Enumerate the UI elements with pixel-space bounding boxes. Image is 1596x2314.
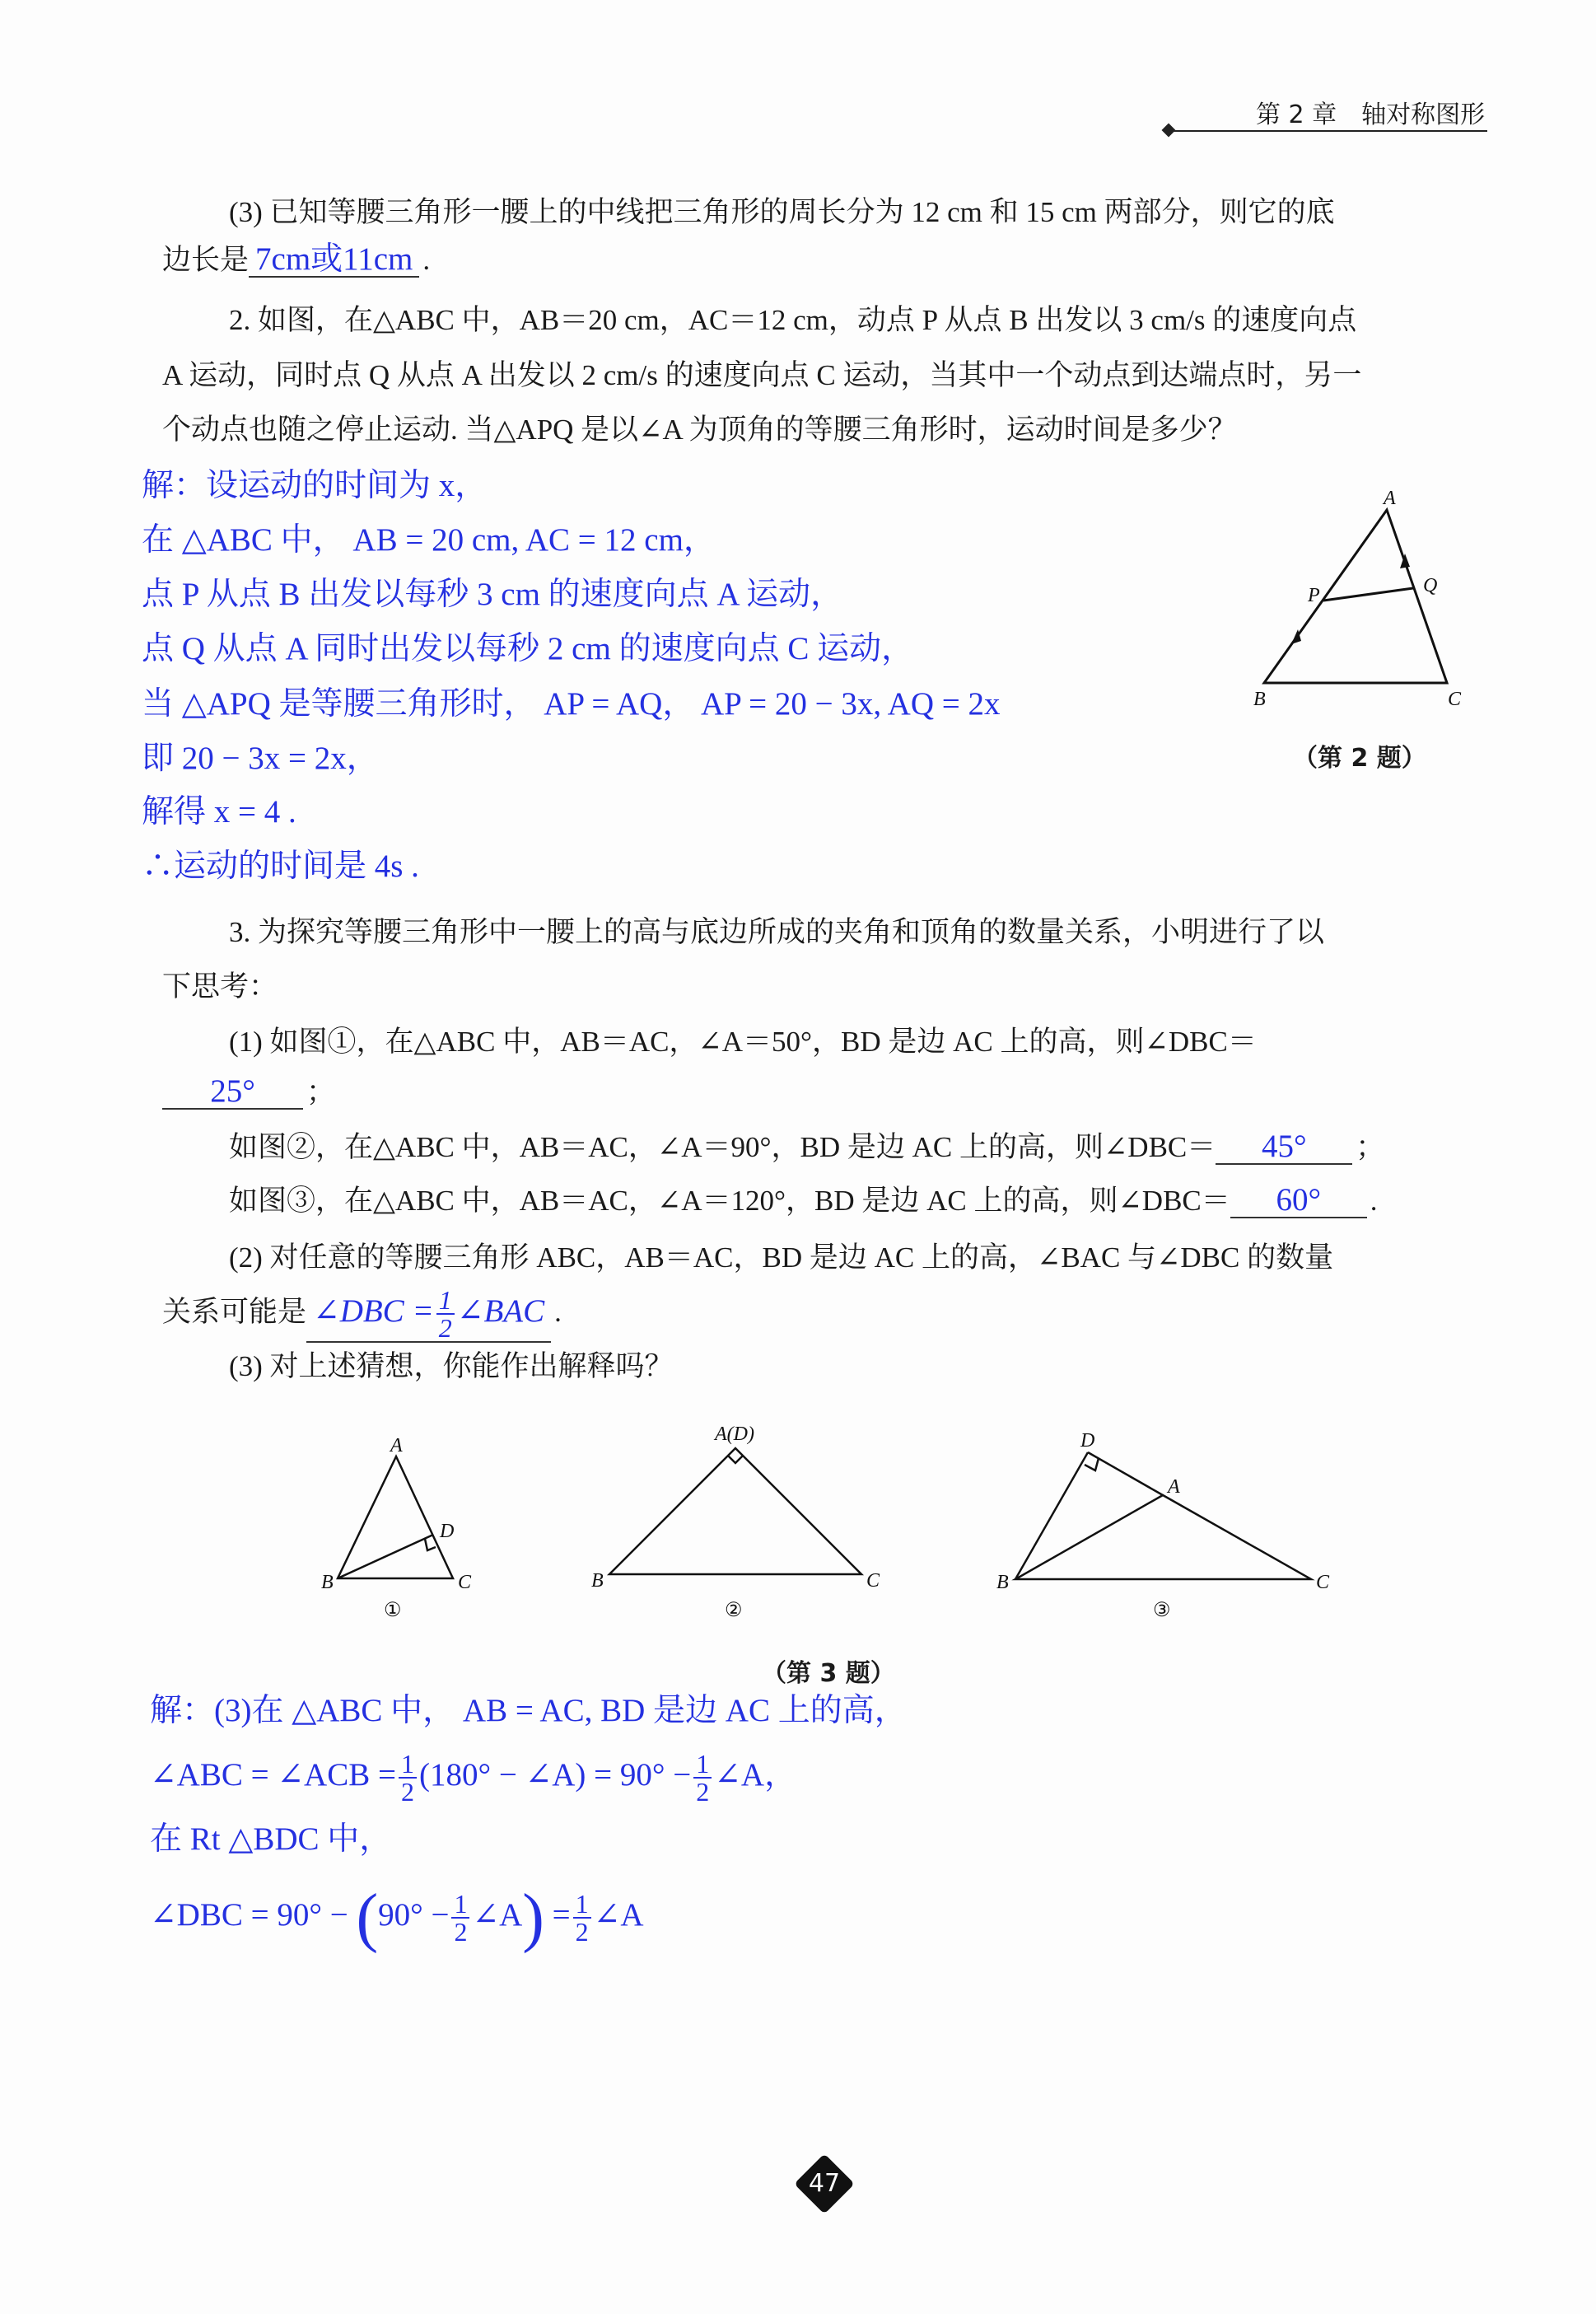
q3-intro: 下思考：: [162, 970, 278, 1003]
label-q: Q: [1423, 575, 1438, 596]
answer-left: ∠DBC =: [313, 1293, 434, 1329]
q1-3-answer: 7cm或11cm: [249, 243, 419, 278]
label: A: [1168, 1476, 1180, 1498]
label: C: [458, 1572, 472, 1593]
figure-q3-caption: （第 3 题）: [762, 1659, 895, 1688]
answer-right: ∠BAC: [456, 1293, 545, 1329]
numerator: 1: [693, 1751, 712, 1779]
q3-p3-text: 如图③，在△ABC 中，AB＝AC，∠A＝120°，BD 是边 AC 上的高，则∠DBC＝: [229, 1185, 1230, 1217]
figure-number: ②: [725, 1600, 743, 1621]
denominator: 2: [400, 1777, 414, 1807]
text: ∠A: [593, 1897, 644, 1933]
text: =: [552, 1897, 571, 1933]
q2-solution-line: 在 △ABC 中， AB = 20 cm, AC = 12 cm，: [142, 522, 716, 558]
figure-q2-caption: （第 2 题）: [1293, 744, 1426, 773]
q3-p2: [229, 1130, 1384, 1165]
q1-3-prefix: 边长是: [162, 244, 250, 276]
numerator: 1: [399, 1751, 417, 1779]
q3-answer-1: 25°: [162, 1075, 303, 1110]
q1-3-suffix: .: [422, 244, 431, 276]
text: ∠A，: [714, 1757, 797, 1793]
numerator: 1: [573, 1891, 591, 1919]
figure-number: ③: [1153, 1600, 1171, 1621]
label: D: [1080, 1430, 1095, 1452]
fraction-half: [399, 1751, 417, 1805]
q3-answer-3: 60°: [1230, 1184, 1367, 1218]
label-b: B: [1253, 689, 1266, 710]
chapter-header: 第 2 章 轴对称图形: [1256, 101, 1486, 129]
label-c: C: [1448, 689, 1462, 710]
label: D: [440, 1521, 455, 1542]
q3-p4b-text: 关系可能是: [162, 1296, 307, 1328]
q2-solution-line: 解得 x = 4 .: [142, 794, 296, 830]
q1-3-line1: (3) 已知等腰三角形一腰上的中线把三角形的周长分为 12 cm 和 15 cm 两部分，则它的底: [229, 196, 1335, 228]
fraction-half: [436, 1285, 455, 1344]
suffix: .: [554, 1296, 562, 1328]
text: ∠ABC = ∠ACB =: [150, 1757, 396, 1793]
page-number: 47: [808, 2169, 841, 2198]
label: A: [390, 1435, 403, 1456]
page-number-badge: [795, 2154, 854, 2213]
text: (180° − ∠A) = 90° −: [418, 1757, 692, 1793]
fraction-half: [451, 1891, 469, 1945]
denominator: 2: [575, 1917, 589, 1947]
q3-p5: (3) 对上述猜想，你能作出解释吗？: [229, 1350, 674, 1382]
text: ∠DBC = 90° −: [150, 1897, 348, 1933]
fraction-half: [693, 1751, 712, 1805]
label-p: P: [1308, 585, 1320, 606]
q2-solution-line: 当 △APQ 是等腰三角形时， AP = AQ， AP = 20 − 3x, AQ = 2x: [142, 686, 1001, 722]
label: C: [866, 1570, 880, 1592]
right-paren: ): [522, 1882, 544, 1955]
q3-a1-line: [162, 1075, 335, 1110]
label: B: [591, 1570, 604, 1592]
label: B: [321, 1572, 334, 1593]
q2-line: 个动点也随之停止运动. 当△APQ 是以∠A 为顶角的等腰三角形时，运动时间是多少？: [162, 414, 1237, 446]
q3-p1: (1) 如图①，在△ABC 中，AB＝AC，∠A＝50°，BD 是边 AC 上的高，则∠DBC＝: [229, 1026, 1257, 1058]
q2-line: 2. 如图，在△ABC 中，AB＝20 cm，AC＝12 cm，动点 P 从点 B 出发以 3 cm/s 的速度向点: [229, 304, 1357, 336]
suffix: ；: [1356, 1131, 1385, 1163]
figure-3-2: [609, 1448, 861, 1574]
q3-p4: (2) 对任意的等腰三角形 ABC，AB＝AC，BD 是边 AC 上的高，∠BAC 与∠DBC 的数量: [229, 1241, 1334, 1274]
label: C: [1316, 1572, 1330, 1593]
label: B: [996, 1572, 1009, 1593]
q3-solution-line3: 在 Rt △BDC 中，: [150, 1821, 392, 1857]
label-a: A: [1384, 488, 1396, 509]
denominator: 2: [454, 1917, 468, 1947]
label: A(D): [715, 1423, 754, 1445]
suffix: .: [1370, 1185, 1378, 1217]
figure-q2-triangle: [1264, 510, 1447, 683]
q2-solution-line: ∴运动的时间是 4s .: [142, 848, 419, 884]
fraction-half: [573, 1891, 591, 1945]
figure-number: ①: [384, 1600, 402, 1621]
q3-p2-text: 如图②，在△ABC 中，AB＝AC，∠A＝90°，BD 是边 AC 上的高，则∠DBC＝: [229, 1131, 1216, 1163]
q3-p3: [229, 1184, 1378, 1218]
figure-3-1: [338, 1456, 453, 1578]
denominator: 2: [438, 1313, 452, 1344]
figure-3-3: [1015, 1452, 1311, 1579]
q2-solution-line: 点 Q 从点 A 同时出发以每秒 2 cm 的速度向点 C 运动，: [142, 631, 914, 666]
q3-solution-line4: [150, 1882, 644, 1955]
q2-solution-line: 解：设运动的时间为 x，: [142, 468, 488, 503]
suffix: ；: [306, 1076, 336, 1108]
numerator: 1: [451, 1891, 469, 1919]
q3-answer-2: 45°: [1216, 1130, 1352, 1165]
q3-answer-4: [306, 1285, 551, 1343]
q3-solution-line2: [150, 1748, 796, 1805]
q3-solution-line1: 解：(3)在 △ABC 中， AB = AC, BD 是边 AC 上的高，: [150, 1693, 907, 1728]
text: ∠A: [472, 1897, 523, 1933]
text: 90° −: [378, 1897, 450, 1933]
q2-line: A 运动，同时点 Q 从点 A 出发以 2 cm/s 的速度向点 C 运动，当其中一个动点到达端点时，另一: [162, 359, 1362, 391]
numerator: 1: [436, 1287, 455, 1315]
left-paren: (: [356, 1882, 379, 1955]
q2-solution-line: 即 20 − 3x = 2x，: [142, 741, 379, 776]
q2-solution-line: 点 P 从点 B 出发以每秒 3 cm 的速度向点 A 运动，: [142, 577, 843, 612]
denominator: 2: [696, 1777, 710, 1807]
q3-p4b: [162, 1285, 562, 1343]
q3-intro: 3. 为探究等腰三角形中一腰上的高与底边所成的夹角和顶角的数量关系，小明进行了以: [229, 916, 1325, 948]
